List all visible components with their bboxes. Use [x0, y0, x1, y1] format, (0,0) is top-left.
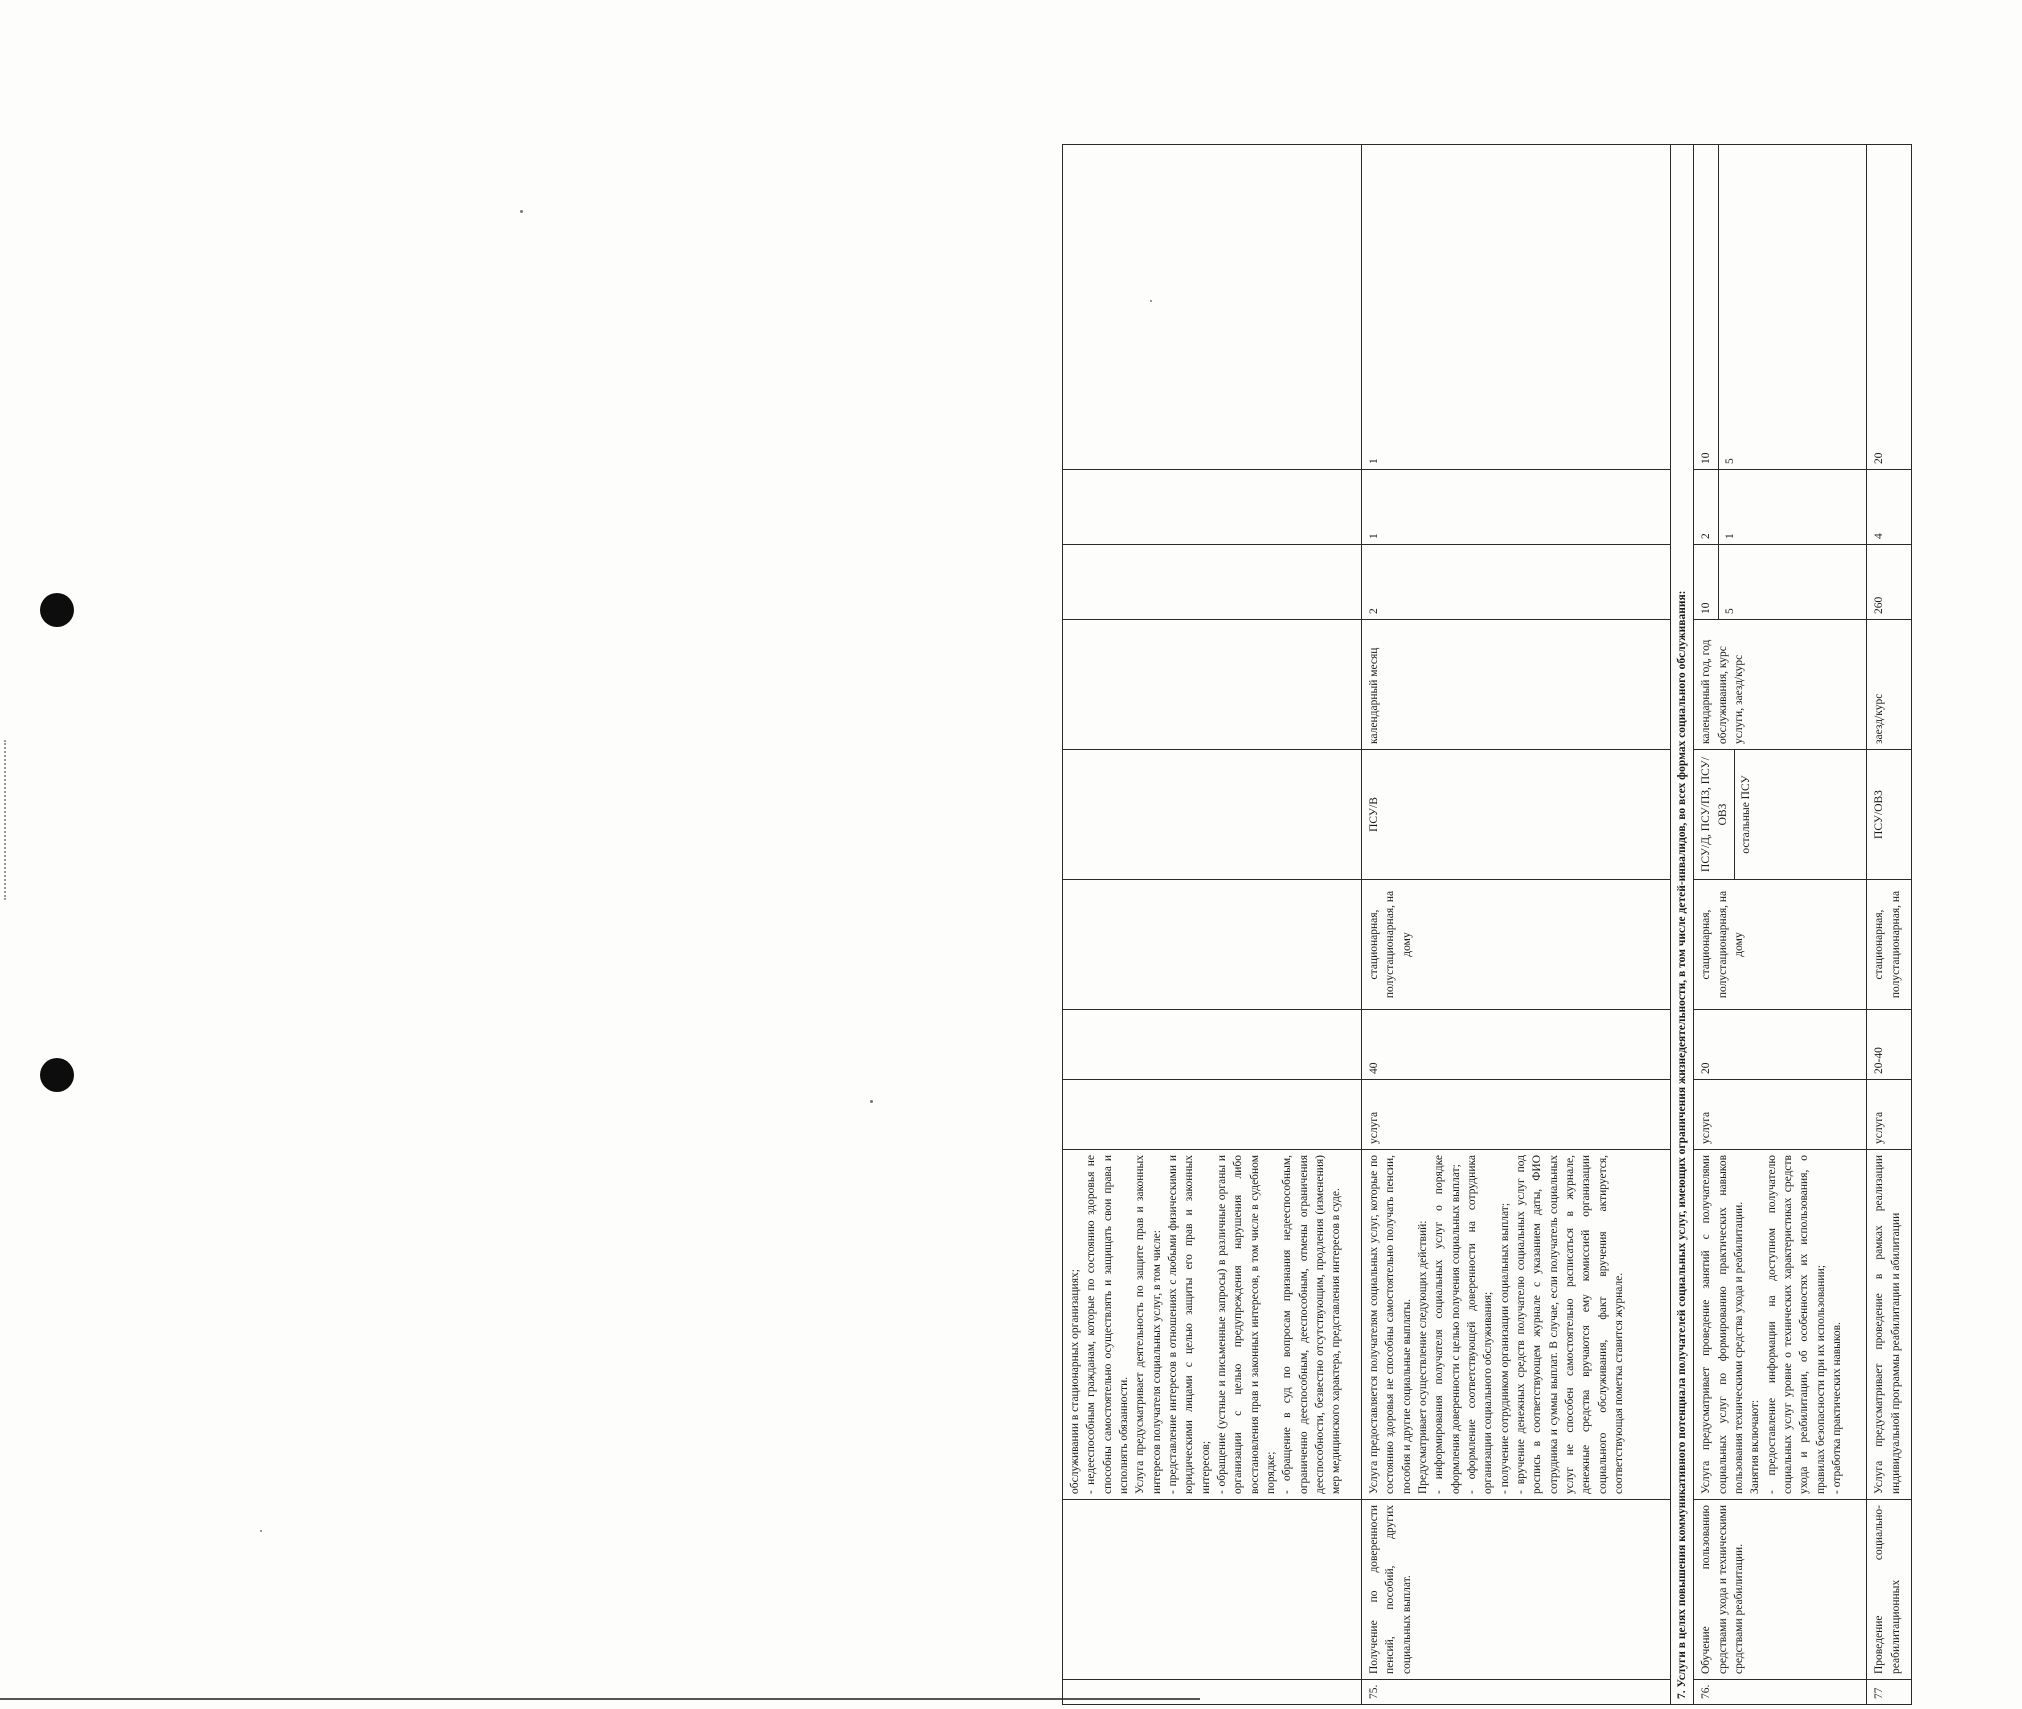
- volume-value: 10: [1700, 602, 1713, 614]
- unit-value: услуга: [1694, 1080, 1867, 1150]
- punch-hole-top: [40, 593, 74, 627]
- form-value: стационарная, полустационарная, на дому: [1362, 880, 1671, 1010]
- service-name-cell: [1867, 1500, 1912, 1680]
- volume-cell: [1063, 145, 1362, 470]
- time-cell: [1063, 1010, 1362, 1080]
- volume-value: 2: [1362, 545, 1671, 620]
- category-cell: [1063, 750, 1362, 880]
- time-value: 20: [1694, 1010, 1867, 1080]
- rotated-page: [1062, 145, 2022, 1705]
- services-table: [1062, 144, 1912, 1705]
- volume-value: 2: [1700, 533, 1713, 539]
- volume-cell: [1063, 545, 1362, 620]
- description-line: Предусматривает осуществление следующих действий:: [1416, 1220, 1429, 1494]
- description-cell: [1362, 1150, 1671, 1500]
- table-row-75: [1362, 145, 1671, 1705]
- description-line: Занятия включают:: [1749, 1399, 1762, 1494]
- volume-cell: [1694, 145, 1867, 470]
- service-name-cell: [1694, 1500, 1867, 1680]
- time-value: 40: [1362, 1010, 1671, 1080]
- scan-bottom-edge: [0, 1698, 1200, 1700]
- section-heading: 7. Услуги в целях повышения коммуникативного потенциала получателей социальных услуг, имеющих ограничения жизнедеятельности, в том числе детей-инвалидов, во всех формах социального обслуживания:: [1671, 145, 1694, 1705]
- time-value: 20-40: [1867, 1010, 1912, 1080]
- volume-value: 260: [1867, 545, 1912, 620]
- category-value: остальные ПСУ: [1734, 750, 1754, 879]
- punch-hole-bottom: [40, 1058, 74, 1092]
- volume-value: 1: [1362, 470, 1671, 545]
- category-cell: [1694, 750, 1867, 880]
- form-value: стационарная, полустационарная, на дому: [1694, 880, 1867, 1010]
- description-line: - обращение (устные и письменные запросы) в различные органы и организации с целью предупреждения нарушения либо восстановления прав и законных интересов, в том числе в судебном порядке;: [1215, 1155, 1277, 1494]
- description-line: Услуга предусматривает деятельность по защите прав и законных интересов получателя социальных услуг, в том числе:: [1134, 1155, 1163, 1494]
- unit-value: услуга: [1867, 1080, 1912, 1150]
- description-cell: [1063, 1150, 1362, 1500]
- description-line: - вручение денежных средств получателю социальных услуг под роспись в соответствующем журнале с указанием даты, ФИО сотрудника и суммы выплат. В случае, если получатель социальных услуг не способен самостоятельно расписаться в журнале, денежные средства вручаются ему комиссией организации социального обслуживания, факт вручения актируется, соответствующая пометка ставится журнале.: [1514, 1155, 1625, 1494]
- volume-value: 5: [1718, 145, 1738, 469]
- scan-speck: [260, 1530, 262, 1532]
- description-line: обслуживании в стационарных организациях;: [1069, 1269, 1081, 1494]
- unit-value: услуга: [1362, 1080, 1671, 1150]
- service-name: Получение по доверенности пенсий, пособий, других социальных выплат.: [1368, 1505, 1413, 1674]
- period-value: услуги, заезд/курс: [1732, 654, 1745, 744]
- description-line: - недееспособным гражданам, которые по состоянию здоровья не способны самостоятельно осуществлять и защищать свои права и исполнять обязанности.: [1085, 1155, 1130, 1494]
- description-line: - предоставление информации на доступном получателю социальных услуг уровне о технических характеристиках средств ухода и реабилитации, об особенностях их использования, о правилах безопасности при их использовании;: [1765, 1155, 1827, 1494]
- description-line: - представление интересов в отношениях с любыми физическими и юридическими лицами с целью защиты его прав и законных интересов;: [1166, 1155, 1212, 1494]
- unit-cell: [1063, 1080, 1362, 1150]
- volume-value: 20: [1867, 145, 1912, 470]
- row-number: 76.: [1694, 1680, 1867, 1705]
- period-value: календарный месяц: [1362, 620, 1671, 750]
- period-value: заезд/курс: [1867, 620, 1912, 750]
- scan-speck: [520, 210, 523, 213]
- name-cell: [1063, 1500, 1362, 1680]
- description-line: Услуга предоставляется получателям социальных услуг, которые по состоянию здоровья не способны самостоятельно получать пенсии, пособия и другие социальные выплаты.: [1368, 1155, 1413, 1494]
- description-line: - получение сотрудником организации социальных выплат;: [1498, 1202, 1511, 1494]
- section-heading-row: [1671, 145, 1694, 1705]
- service-name-cell: [1362, 1500, 1671, 1680]
- category-value: ПСУ/Д, ПСУ/ПЗ, ПСУ/ОВЗ: [1700, 757, 1729, 872]
- form-cell: [1063, 880, 1362, 1010]
- description-line: - отработка практических навыков.: [1830, 1322, 1843, 1494]
- table-row-76: [1694, 145, 1867, 1705]
- row-number: 75.: [1362, 1680, 1671, 1705]
- volume-value: 1: [1362, 145, 1671, 470]
- volume-value: 4: [1867, 470, 1912, 545]
- category-value: ПСУ/В: [1362, 750, 1671, 880]
- service-name: Проведение социально-реабилитационных: [1873, 1505, 1902, 1674]
- volume-value: 10: [1700, 452, 1713, 464]
- scan-edge-marks: [4, 740, 16, 900]
- category-value: ПСУ/ОВЗ: [1867, 750, 1912, 880]
- description-line: Услуга предусматривает проведение занятий с получателями социальных услуг по формированию практических навыков пользования техническими средства ухода и реабилитации.: [1700, 1155, 1745, 1494]
- description-cell: [1694, 1150, 1867, 1500]
- scan-speck: [870, 1100, 873, 1103]
- table-row-77: [1867, 145, 1912, 1705]
- volume-value: 5: [1718, 545, 1738, 619]
- period-cell: [1694, 620, 1867, 750]
- service-name: Обучение пользованию средствами ухода и техническими средствами реабилитации.: [1700, 1505, 1745, 1674]
- period-value: календарный год, год обслуживания, курс: [1700, 639, 1729, 744]
- volume-cell: [1694, 545, 1867, 620]
- volume-value: 1: [1718, 470, 1738, 544]
- description-cell: [1867, 1150, 1912, 1500]
- description-line: - оформление соответствующей доверенности на сотрудника организации социального обслуживания;: [1465, 1155, 1495, 1494]
- description-line: - обращение в суд по вопросам признания недееспособным, ограниченно дееспособным, дееспособным, отмены ограничения дееспособности, безвестно отсутствующим, продления (изменения) мер медицинского характера, представления интересов в суде.: [1281, 1155, 1343, 1494]
- volume-cell: [1694, 470, 1867, 545]
- description-line: Услуга предусматривает проведение в рамках реализации индивидуальной программы реабилитации и абилитации: [1873, 1155, 1902, 1494]
- num-cell: [1063, 1680, 1362, 1705]
- row-number: 77: [1867, 1680, 1912, 1705]
- table-row-continuation: [1063, 145, 1362, 1705]
- period-cell: [1063, 620, 1362, 750]
- volume-cell: [1063, 470, 1362, 545]
- description-line: - информирования получателя социальных услуг о порядке оформления доверенности с целью получения социальных выплат;: [1433, 1155, 1462, 1494]
- form-value: стационарная, полустационарная, на: [1867, 880, 1912, 1010]
